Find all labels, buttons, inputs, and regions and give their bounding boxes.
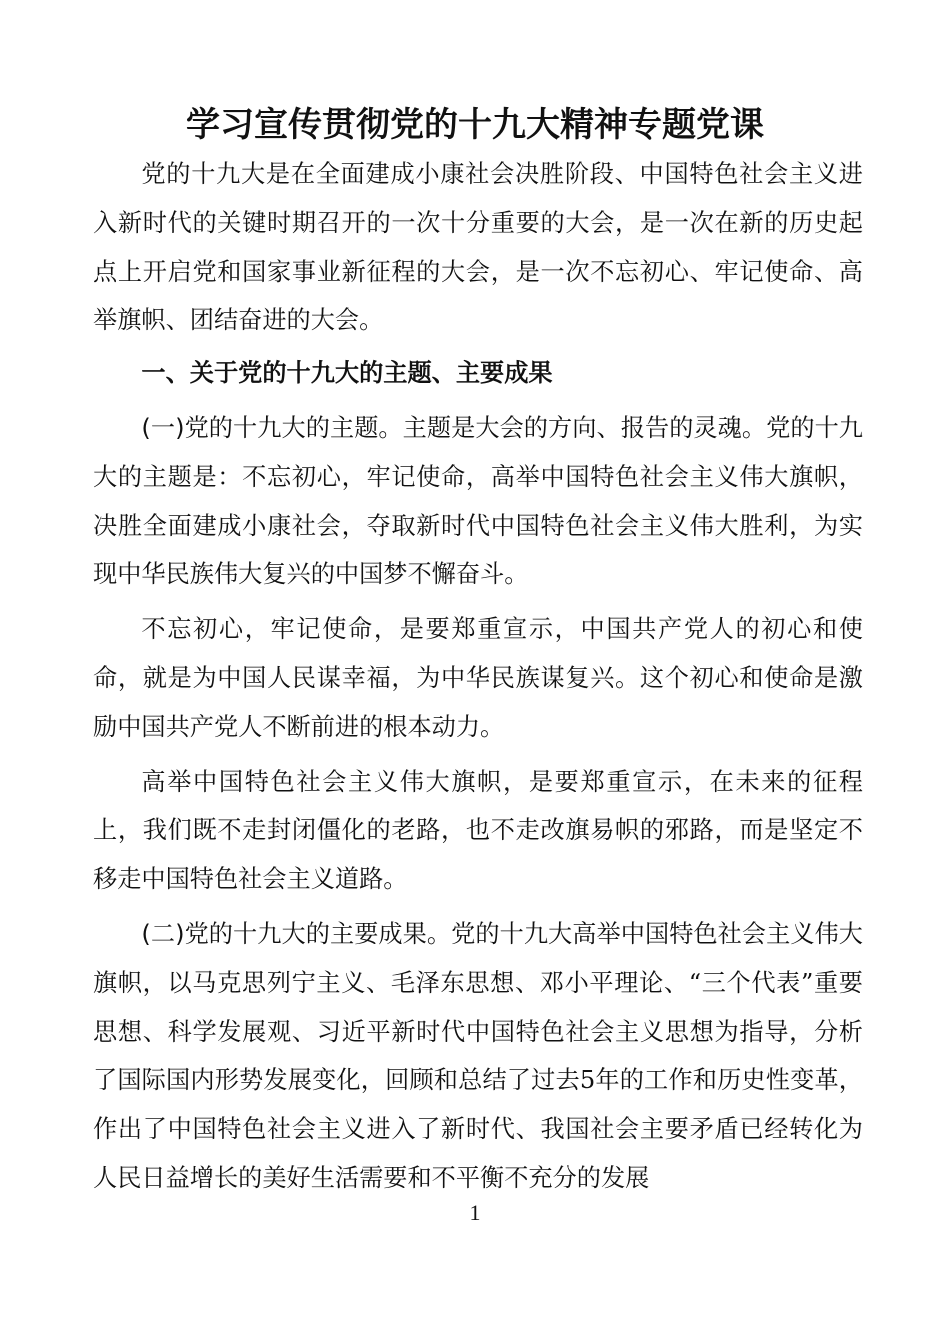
subsection-theme-text: 主题是大会的方向、报告的灵魂。党的十九大的主题是：不忘初心，牢记使命，高举中国特色社会主义伟大旗帜，决胜全面建成小康社会，夺取新时代中国特色社会主义伟大胜利，为实现中华民族伟大复兴的中国梦不懈奋斗。 bbox=[93, 413, 863, 589]
document-title: 学习宣传贯彻党的十九大精神专题党课 bbox=[186, 105, 764, 145]
intro-paragraph: 党的十九大是在全面建成小康社会决胜阶段、中国特色社会主义进入新时代的关键时期召开的一次十分重要的大会，是一次在新的历史起点上开启党和国家事业新征程的大会，是一次不忘初心、牢记使命、高举旗帜、团结奋进的大会。 bbox=[93, 160, 863, 335]
subsection-results-paragraph bbox=[93, 910, 863, 1203]
mission-paragraph: 不忘初心，牢记使命，是要郑重宣示，中国共产党人的初心和使命，就是为中国人民谋幸福，为中华民族谋复兴。这个初心和使命是激励中国共产党人不断前进的根本动力。 bbox=[93, 615, 863, 741]
section-heading: 一、关于党的十九大的主题、主要成果 bbox=[141, 359, 553, 388]
subsection-theme-lead: (一)党的十九大的主题。 bbox=[141, 413, 403, 442]
subsection-results-text: 党的十九大高举中国特色社会主义伟大旗帜，以马克思列宁主义、毛泽东思想、邓小平理论、“三个代表”重要思想、科学发展观、习近平新时代中国特色社会主义思想为指导，分析了国际国内形势发展变化，回顾和总结了过去5年的工作和历史性变革，作出了中国特色社会主义进入了新时代、我国社会主要矛盾已经转化为人民日益增长的美好生活需要和不平衡不充分的发展 bbox=[93, 919, 863, 1192]
document-body bbox=[93, 150, 863, 1203]
subsection-theme-paragraph bbox=[93, 404, 863, 599]
subsection-results-lead: (二)党的十九大的主要成果。 bbox=[141, 919, 452, 948]
banner-paragraph: 高举中国特色社会主义伟大旗帜，是要郑重宣示，在未来的征程上，我们既不走封闭僵化的老路，也不走改旗易帜的邪路，而是坚定不移走中国特色社会主义道路。 bbox=[93, 767, 863, 894]
page-number: 1 bbox=[469, 1200, 481, 1225]
